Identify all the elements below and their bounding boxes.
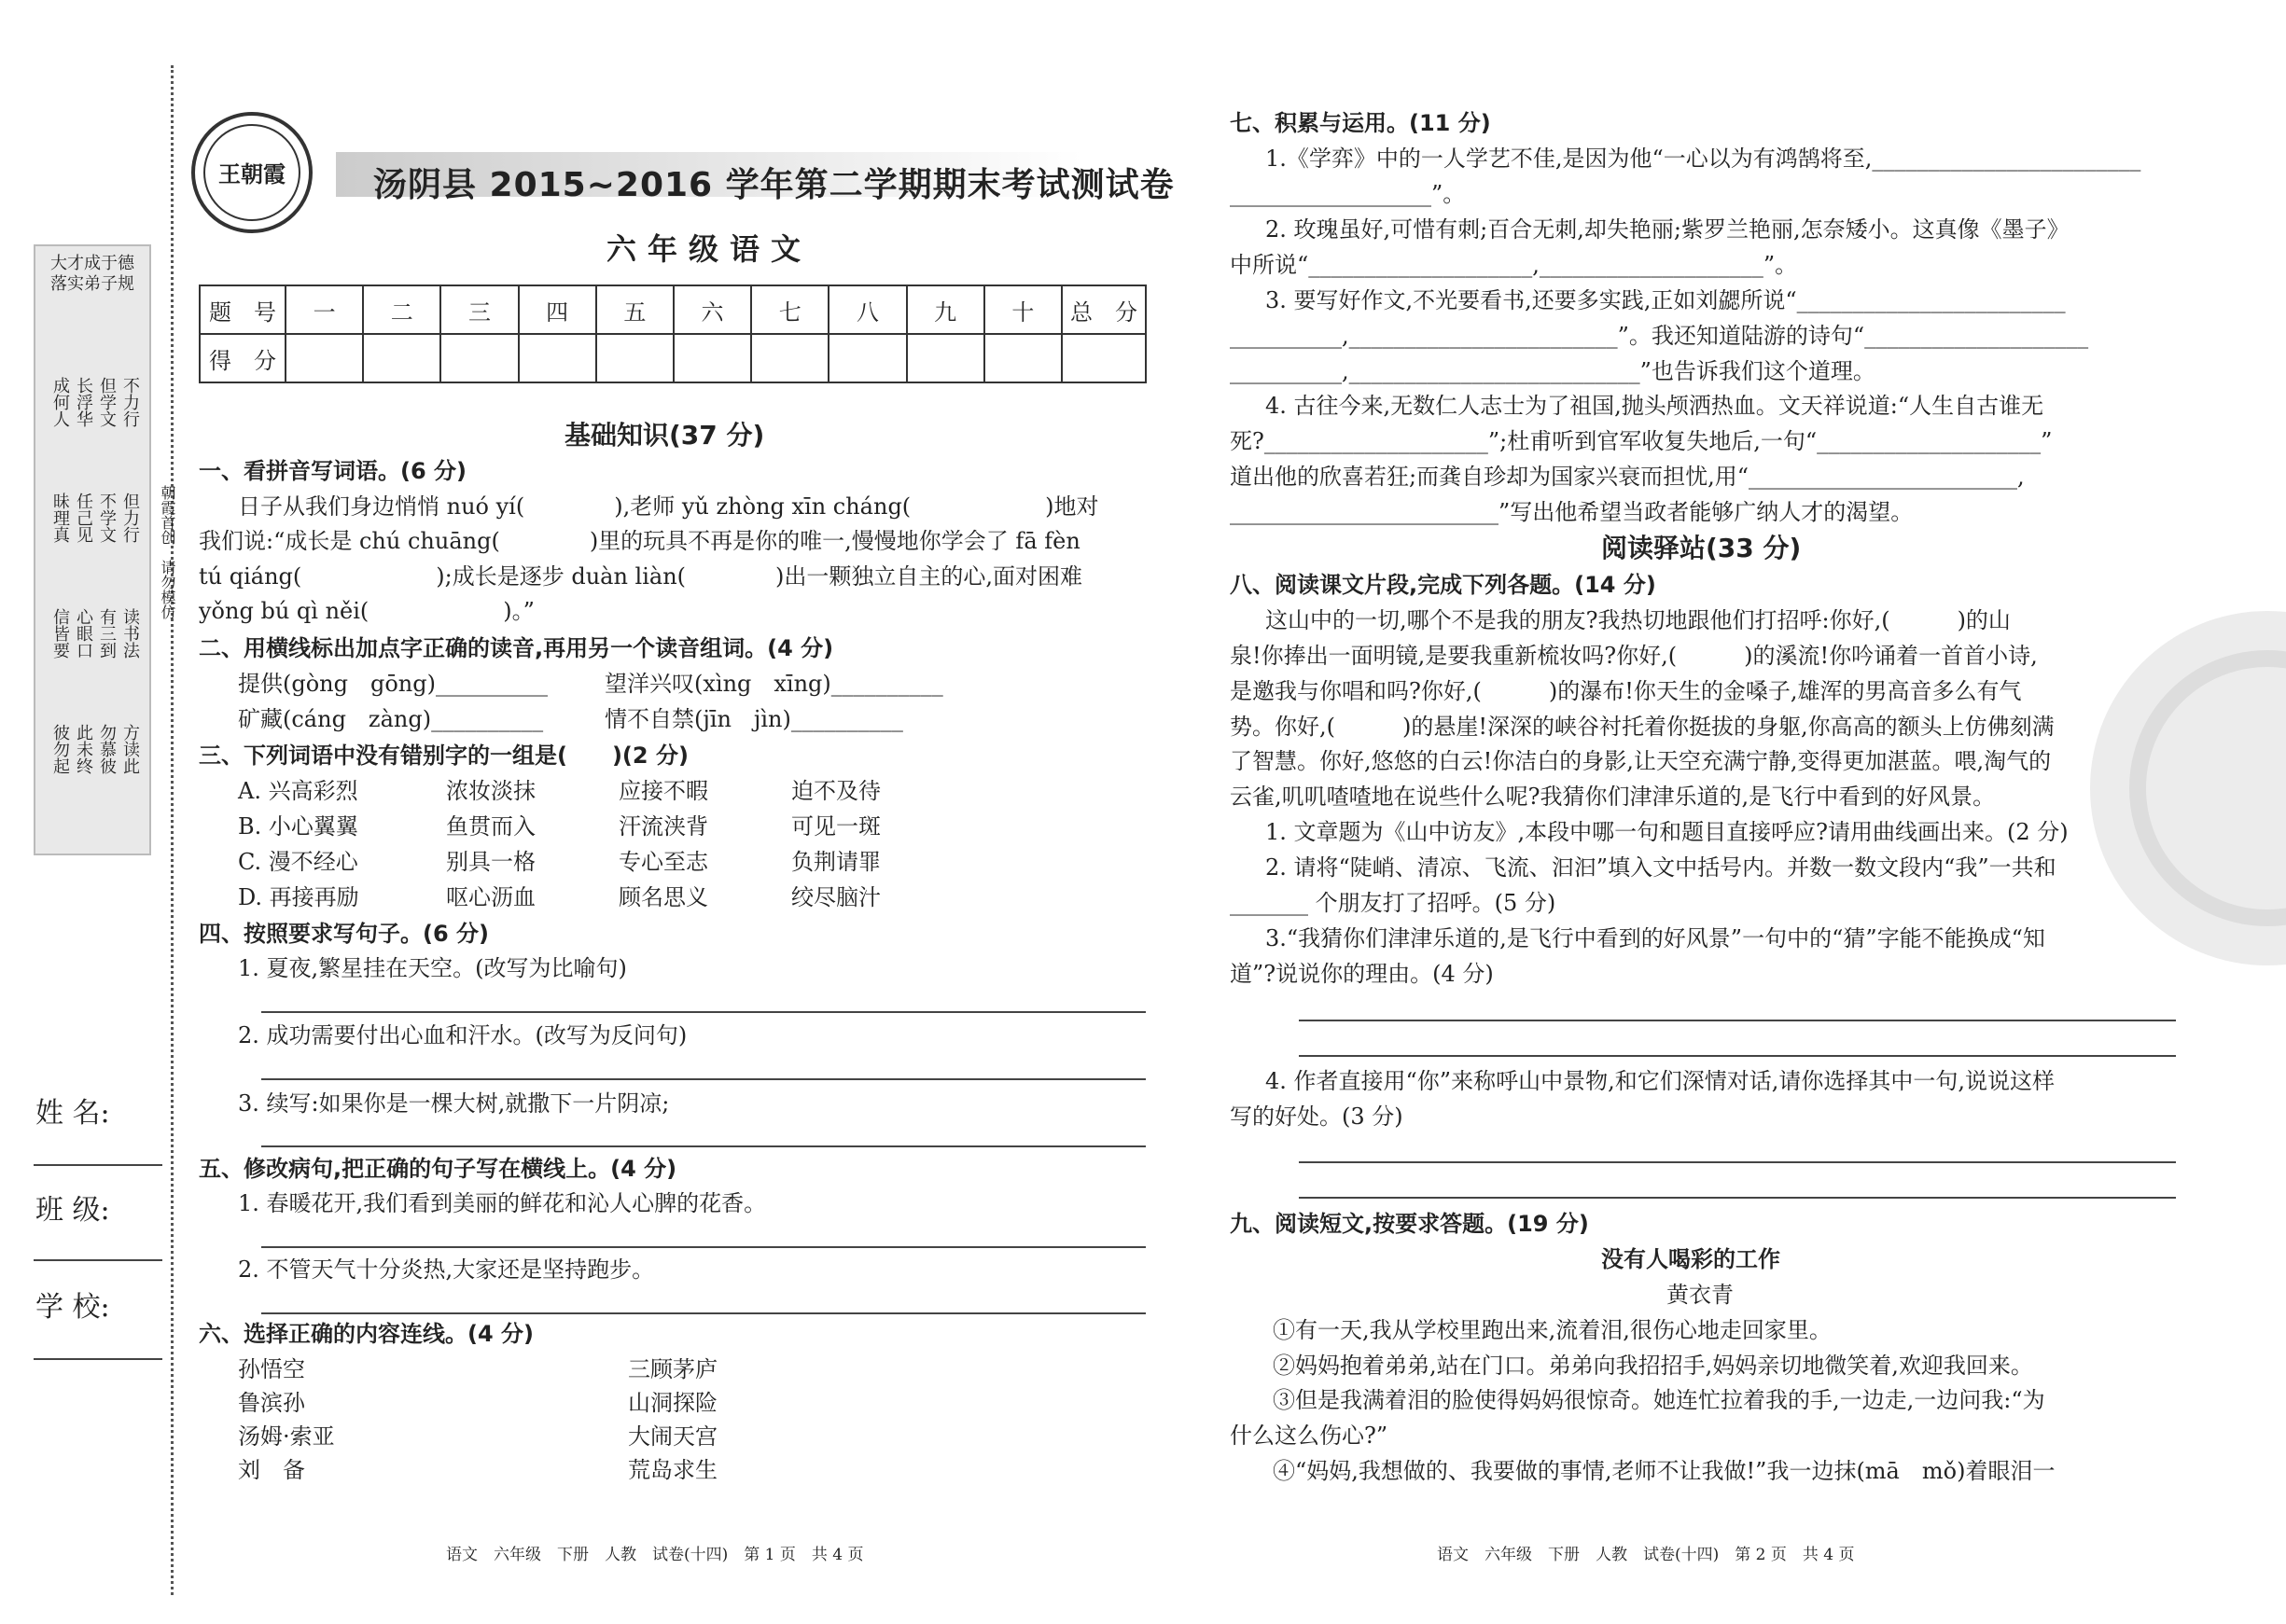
motto-column: 读书法 (120, 608, 140, 659)
q3-option: B. 小心翼翼 (238, 813, 358, 840)
motto-column: 心眼口 (74, 608, 93, 659)
q7-line: 中所说“____________________,____________________”。 (1230, 252, 1798, 278)
score-cell[interactable] (907, 334, 984, 382)
q4-title: 四、按照要求写句子。(6 分) (199, 921, 489, 947)
table-cell: 题 号 (200, 285, 286, 334)
q4-item: 2. 成功需要付出心血和汗水。(改写为反问句) (238, 1022, 688, 1048)
q8-question: 道”?说说你的理由。(4 分) (1230, 961, 1494, 987)
answer-line[interactable] (1299, 1197, 2176, 1199)
q3-option: 顾名思义 (619, 884, 708, 910)
motto-column: 此未终 (74, 724, 93, 774)
q3-option: 专心至志 (619, 849, 708, 875)
q1-line: 日子从我们身边悄悄 nuó yí( ),老师 yǔ zhòng xīn cháng( )地对 (238, 493, 1099, 520)
story-line: ④“妈妈,我想做的、我要做的事情,老师不让我做!”我一边抹(mā mǒ)着眼泪一 (1273, 1458, 2056, 1484)
binding-note: 朝霞首创 请勿模仿 (159, 485, 176, 619)
score-cell[interactable] (596, 334, 674, 382)
passage-line: 这山中的一切,哪个不是我的朋友?我热切地跟他们打招呼:你好,( )的山 (1265, 607, 2011, 633)
q2-item: 望洋兴叹(xìng xīng)__________ (605, 671, 943, 697)
score-cell[interactable] (984, 334, 1062, 382)
story-line: ③但是我满着泪的脸使得妈妈很惊奇。她连忙拉着我的手,一边走,一边问我:“为 (1273, 1387, 2045, 1413)
motto-column: 但学文 (97, 377, 117, 427)
story-line: 什么这么伤心?” (1230, 1423, 1388, 1449)
class-field[interactable] (34, 1259, 162, 1261)
motto-column: 不学文 (97, 493, 117, 543)
q8-title: 八、阅读课文片段,完成下列各题。(14 分) (1230, 572, 1656, 598)
q5-title: 五、修改病句,把正确的句子写在横线上。(4 分) (199, 1156, 677, 1182)
score-cell[interactable] (286, 334, 363, 382)
q6-right-item[interactable]: 大闹天宫 (628, 1423, 718, 1450)
q6-left-item[interactable]: 鲁滨孙 (238, 1390, 305, 1416)
q7-line: 3. 要写好作文,不光要看书,还要多实践,正如刘勰所说“________________________ (1265, 287, 2066, 313)
q8-question: 1. 文章题为《山中访友》,本段中哪一句和题目直接呼应?请用曲线画出来。(2 分) (1265, 819, 2069, 845)
class-label: 班 级: (35, 1194, 110, 1227)
subject-title: 六年级语文 (606, 231, 813, 267)
motto-column: 勿慕彼 (97, 724, 117, 774)
score-cell[interactable] (1062, 334, 1146, 382)
table-cell: 四 (519, 285, 596, 334)
q6-left-item[interactable]: 汤姆·索亚 (238, 1423, 335, 1450)
q6-right-item[interactable]: 山洞探险 (628, 1390, 718, 1416)
q8-question: _______ 个朋友打了招呼。(5 分) (1230, 890, 1556, 916)
motto-heading: 大才成于德 落实弟子规 (50, 254, 134, 294)
table-cell: 六 (674, 285, 751, 334)
passage-line: 势。你好,( )的悬崖!深深的峡谷衬托着你挺拔的身躯,你高高的额头上仿佛刻满 (1230, 714, 2055, 740)
motto-column: 但力行 (120, 493, 140, 543)
binding-dashed-line (171, 65, 174, 1595)
q2-item: 情不自禁(jīn jìn)__________ (605, 706, 903, 732)
page1-footer: 语文 六年级 下册 人教 试卷(十四) 第 1 页 共 4 页 (446, 1546, 864, 1564)
motto-column: 成何人 (50, 377, 70, 427)
q3-title: 三、下列词语中没有错别字的一组是( )(2 分) (199, 743, 689, 769)
q6-title: 六、选择正确的内容连线。(4 分) (199, 1321, 534, 1347)
q3-option: 应接不暇 (619, 778, 708, 804)
q3-option: C. 漫不经心 (238, 849, 358, 875)
q1-title: 一、看拼音写词语。(6 分) (199, 458, 467, 484)
reading-section-title: 阅读驿站(33 分) (1601, 533, 1802, 563)
q8-question: 3.“我猜你们津津乐道的,是飞行中看到的好风景”一句中的“猜”字能不能换成“知 (1265, 925, 2045, 951)
q1-line: 我们说:“成长是 chú chuāng( )里的玩具不再是你的唯一,慢慢地你学会了 fā fèn (199, 528, 1080, 554)
school-label: 学 校: (35, 1291, 110, 1324)
motto-column: 有三到 (97, 608, 117, 659)
q2-item: 提供(gòng gōng)__________ (238, 671, 548, 697)
score-cell[interactable] (829, 334, 906, 382)
motto-column: 昧理真 (50, 493, 70, 543)
q3-option: 浓妆淡抹 (446, 778, 536, 804)
score-cell[interactable] (363, 334, 440, 382)
logo-text: 王朝霞 (203, 124, 300, 221)
q8-question: 2. 请将“陡峭、清凉、飞流、汩汩”填入文中括号内。并数一数文段内“我”一共和 (1265, 854, 2056, 881)
q2-item: 矿藏(cáng zàng)__________ (238, 706, 544, 732)
score-table (199, 285, 1147, 383)
motto-column: 不力行 (120, 377, 140, 427)
q3-option: D. 再接再励 (238, 884, 359, 910)
motto-column: 任己见 (74, 493, 93, 543)
q7-line: 死?____________________”;杜甫听到官军收复失地后,一句“____________________” (1230, 428, 2053, 454)
story-author: 黄衣青 (1666, 1282, 1734, 1308)
q7-line: 2. 玫瑰虽好,可惜有刺;百合无刺,却失艳丽;紫罗兰艳丽,怎奈矮小。这真像《墨子》 (1265, 216, 2070, 243)
answer-line[interactable] (261, 1145, 1146, 1147)
table-cell: 七 (751, 285, 829, 334)
motto-box (34, 244, 151, 855)
motto-column: 长浮华 (74, 377, 93, 427)
q1-line: tú qiáng( );成长是逐步 duàn liàn( )出一颗独立自主的心,面对困难 (199, 563, 1083, 590)
q3-option: 呕心沥血 (446, 884, 536, 910)
table-cell: 二 (363, 285, 440, 334)
score-table-score-row (200, 334, 1146, 382)
q3-option: 负荆请罪 (791, 849, 881, 875)
q6-left-item[interactable]: 刘 备 (238, 1457, 305, 1483)
q9-title: 九、阅读短文,按要求答题。(19 分) (1230, 1211, 1589, 1237)
score-cell[interactable] (751, 334, 829, 382)
motto-columns (43, 377, 144, 843)
q7-line: __________________”。 (1230, 181, 1466, 207)
passage-line: 泉!你捧出一面明镜,是要我重新梳妆吗?你好,( )的溪流!你吟诵着一首首小诗, (1230, 643, 2038, 669)
q7-line: 4. 古往今来,无数仁人志士为了祖国,抛头颅洒热血。文天祥说道:“人生自古谁无 (1265, 393, 2044, 419)
q7-line: __________,________________________”。我还知道陆游的诗句“____________________ (1230, 323, 2089, 349)
table-cell: 八 (829, 285, 906, 334)
answer-line[interactable] (1299, 1055, 2176, 1057)
score-cell[interactable] (674, 334, 751, 382)
table-cell: 五 (596, 285, 674, 334)
answer-line[interactable] (261, 1312, 1146, 1314)
school-field[interactable] (34, 1358, 162, 1360)
answer-line[interactable] (261, 1078, 1146, 1080)
q2-title: 二、用横线标出加点字正确的读音,再用另一个读音组词。(4 分) (199, 635, 834, 661)
motto-column: 方读此 (120, 724, 140, 774)
passage-line: 云雀,叽叽喳喳地在说些什么呢?我猜你们津津乐道的,是飞行中看到的好风景。 (1230, 784, 1996, 810)
motto-column: 彼勿起 (50, 724, 70, 774)
name-label: 姓 名: (35, 1097, 110, 1130)
q6-right-item[interactable]: 三顾茅庐 (628, 1356, 718, 1382)
q1-line: yǒng bú qì něi( )。” (199, 598, 535, 624)
table-cell: 三 (440, 285, 518, 334)
q7-line: ________________________”写出他希望当政者能够广纳人才的渴望。 (1230, 499, 1914, 525)
score-cell[interactable] (440, 334, 518, 382)
q7-line: 1.《学弈》中的一人学艺不佳,是因为他“一心以为有鸿鹄将至,________________________ (1265, 146, 2141, 172)
q5-item: 2. 不管天气十分炎热,大家还是坚持跑步。 (238, 1256, 655, 1283)
q5-item: 1. 春暖花开,我们看到美丽的鲜花和沁人心脾的花香。 (238, 1190, 767, 1216)
q3-option: 绞尽脑汁 (791, 884, 881, 910)
q7-line: __________,__________________________”也告诉我们这个道理。 (1230, 358, 1875, 384)
q7-line: 道出他的欣喜若狂;而龚自珍却为国家兴衰而担忧,用“________________________, (1230, 464, 2025, 490)
q4-item: 3. 续写:如果你是一棵大树,就撒下一片阴凉; (238, 1090, 670, 1117)
exam-title: 汤阴县 2015~2016 学年第二学期期末考试测试卷 (373, 166, 1175, 204)
q6-right-item[interactable]: 荒岛求生 (628, 1457, 718, 1483)
answer-line[interactable] (1299, 1161, 2176, 1163)
motto-column: 信皆要 (50, 608, 70, 659)
answer-line[interactable] (261, 1246, 1146, 1248)
q6-left-item[interactable]: 孙悟空 (238, 1356, 305, 1382)
table-cell: 得 分 (200, 334, 286, 382)
story-line: ①有一天,我从学校里跑出来,流着泪,很伤心地走回家里。 (1273, 1317, 1832, 1343)
table-cell: 九 (907, 285, 984, 334)
table-cell: 总 分 (1062, 285, 1146, 334)
passage-line: 了智慧。你好,悠悠的白云!你洁白的身影,让天空充满宁静,变得更加湛蓝。喂,淘气的 (1230, 748, 2052, 774)
q3-option: 迫不及待 (791, 778, 881, 804)
q8-question: 写的好处。(3 分) (1230, 1103, 1403, 1130)
q3-option: 别具一格 (446, 849, 536, 875)
q4-item: 1. 夏夜,繁星挂在天空。(改写为比喻句) (238, 955, 627, 981)
q3-option: 汗流浃背 (619, 813, 708, 840)
q3-option: A. 兴高彩烈 (238, 778, 358, 804)
page2-footer: 语文 六年级 下册 人教 试卷(十四) 第 2 页 共 4 页 (1437, 1546, 1855, 1564)
answer-line[interactable] (261, 1011, 1146, 1013)
q8-question: 4. 作者直接用“你”来称呼山中景物,和它们深情对话,请你选择其中一句,说说这样 (1265, 1068, 2055, 1094)
table-cell: 十 (984, 285, 1062, 334)
name-field[interactable] (34, 1164, 162, 1166)
story-line: ②妈妈抱着弟弟,站在门口。弟弟向我招招手,妈妈亲切地微笑着,欢迎我回来。 (1273, 1353, 2033, 1379)
story-title: 没有人喝彩的工作 (1601, 1245, 1780, 1272)
table-cell: 一 (286, 285, 363, 334)
q3-option: 可见一斑 (791, 813, 881, 840)
passage-line: 是邀我与你唱和吗?你好,( )的瀑布!你天生的金嗓子,雄浑的男高音多么有气 (1230, 678, 2022, 704)
score-cell[interactable] (519, 334, 596, 382)
q3-option: 鱼贯而入 (446, 813, 536, 840)
score-table-header-row (200, 285, 1146, 334)
basic-section-title: 基础知识(37 分) (565, 420, 765, 451)
answer-line[interactable] (1299, 1020, 2176, 1021)
q7-title: 七、积累与运用。(11 分) (1230, 110, 1491, 136)
